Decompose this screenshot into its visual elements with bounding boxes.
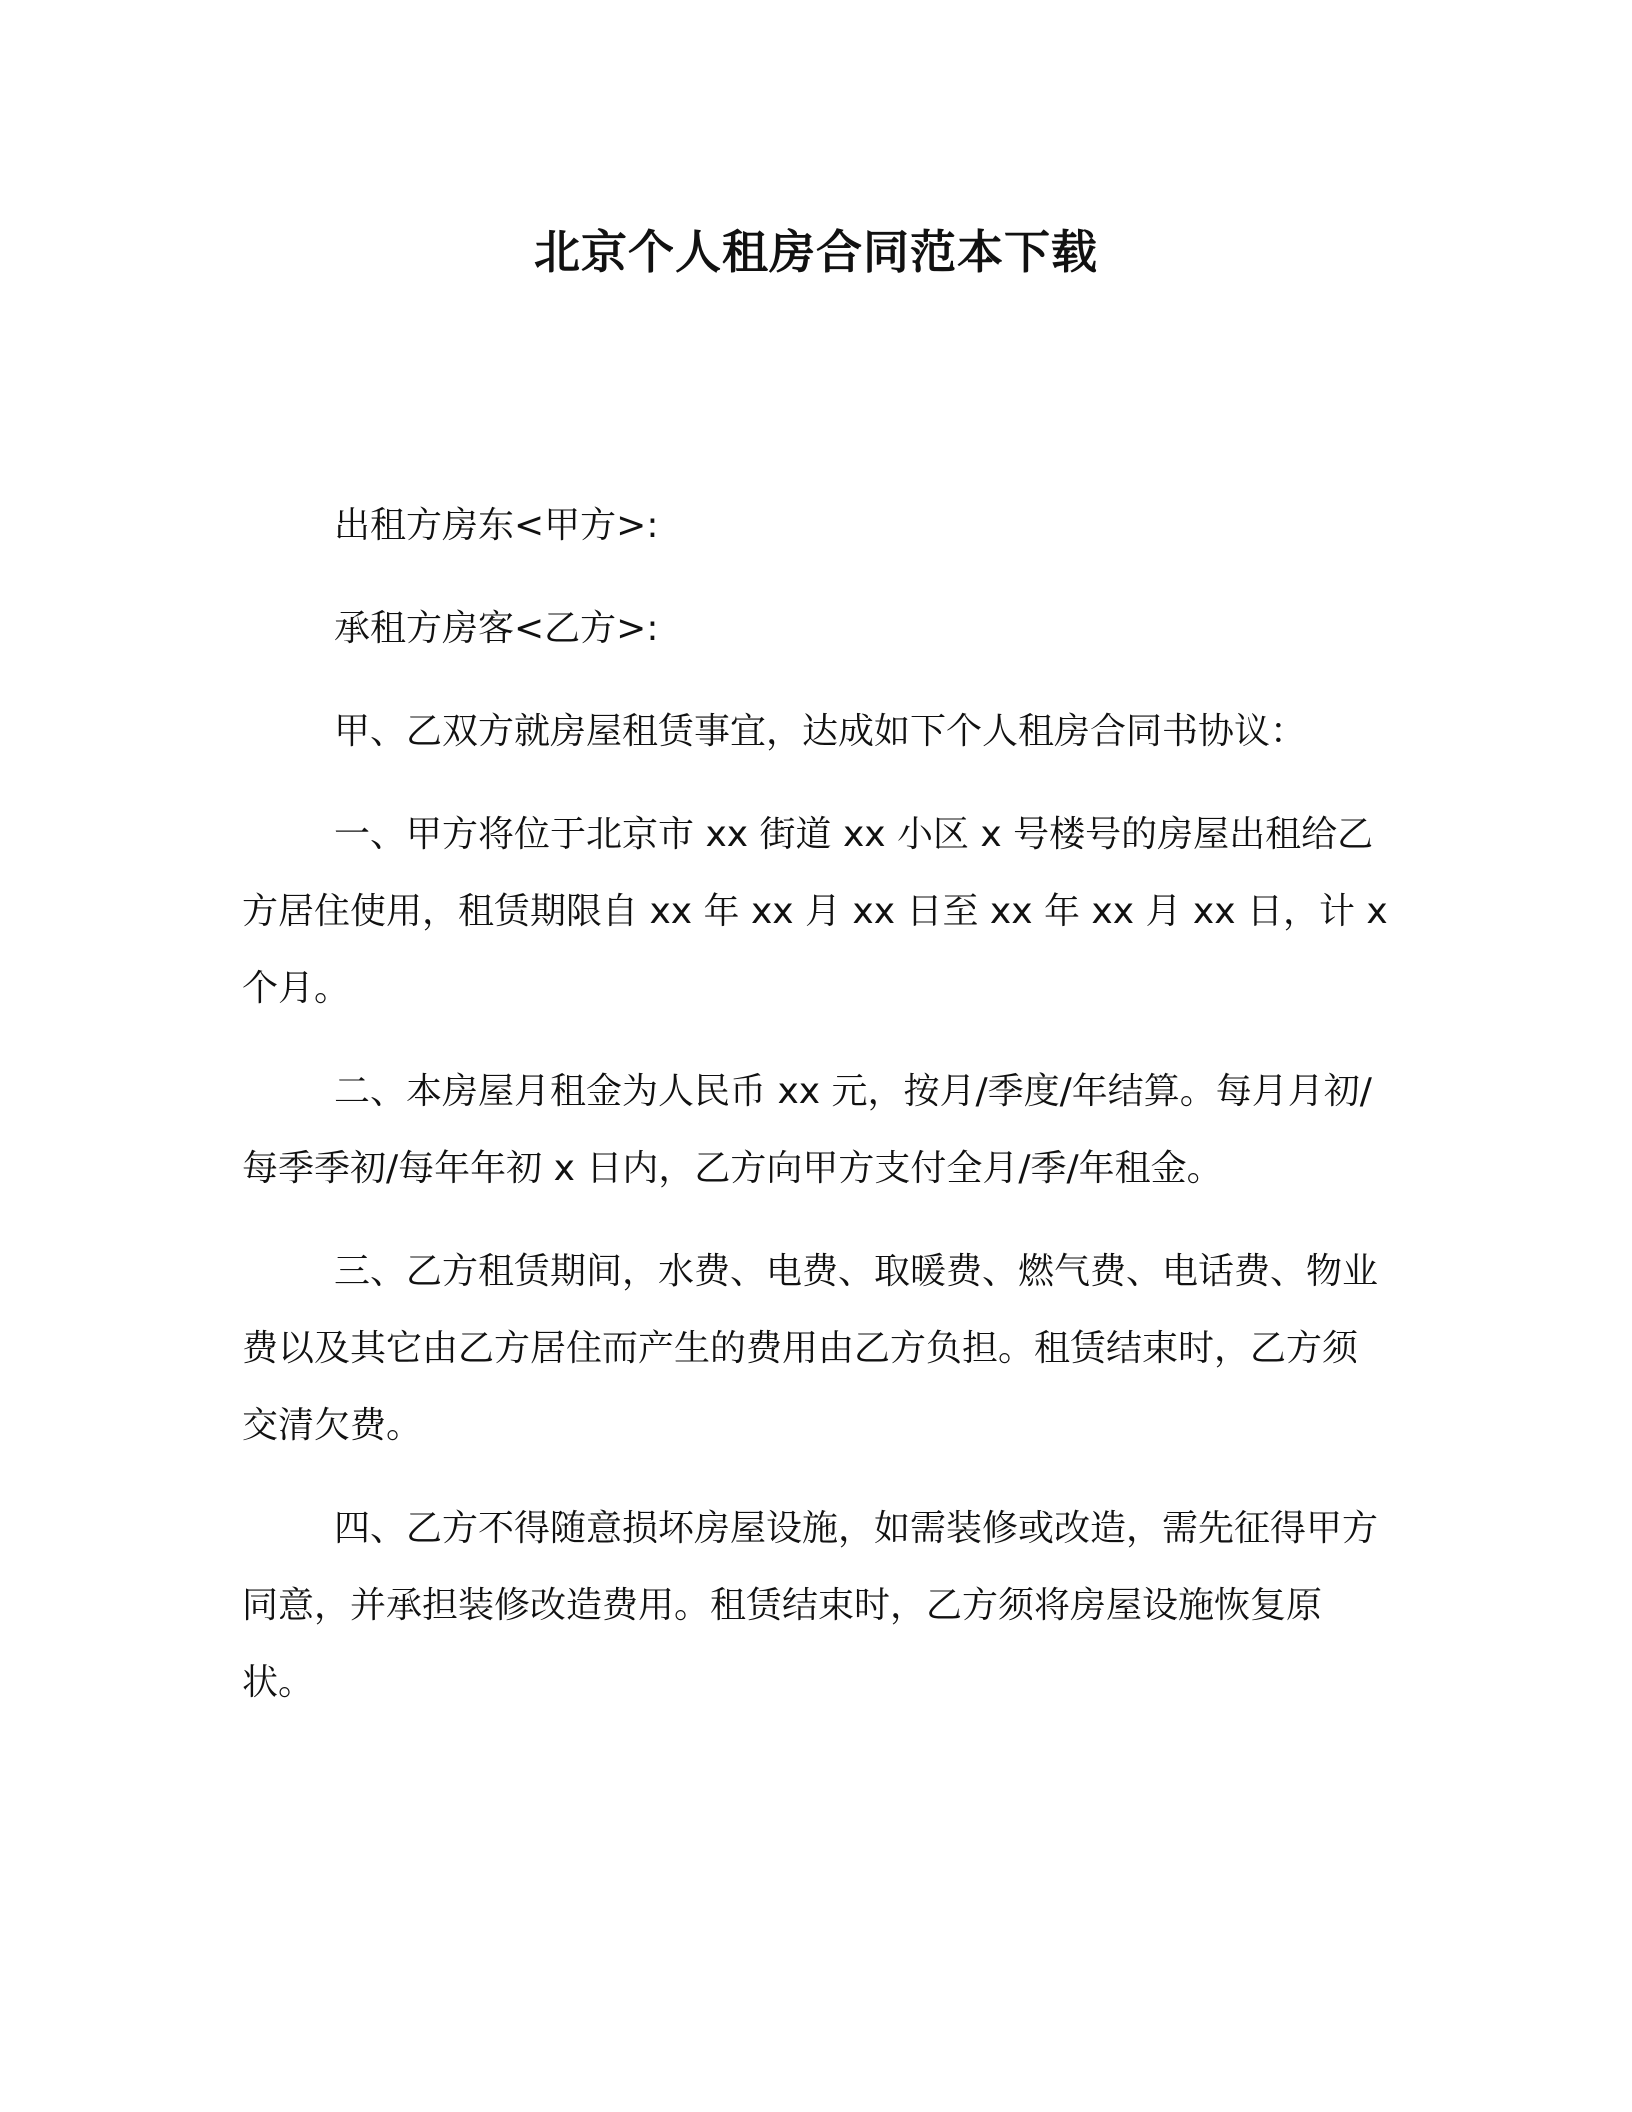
clause-4: 四、乙方不得随意损坏房屋设施，如需装修或改造，需先征得甲方同意，并承担装修改造费用。租赁结束时，乙方须将房屋设施恢复原状。: [242, 1508, 1379, 1703]
clause-3: 三、乙方租赁期间，水费、电费、取暖费、燃气费、电话费、物业费以及其它由乙方居住而产生的费用由乙方负担。租赁结束时，乙方须交清欠费。: [242, 1251, 1379, 1446]
agreement-intro: 甲、乙双方就房屋租赁事宜，达成如下个人租房合同书协议：: [334, 711, 1307, 752]
tenant-line: 承租方房客<乙方>:: [334, 608, 659, 649]
clause-2: 二、本房屋月租金为人民币 xx 元，按月/季度/年结算。每月月初/每季季初/每年年初 x 日内，乙方向甲方支付全月/季/年租金。: [242, 1071, 1372, 1189]
clause-1: 一、甲方将位于北京市 xx 街道 xx 小区 x 号楼号的房屋出租给乙方居住使用，租赁期限自 xx 年 xx 月 xx 日至 xx 年 xx 月 xx 日，计 x 个月。: [242, 814, 1388, 1009]
document-title: 北京个人租房合同范本下载: [534, 225, 1098, 279]
document-body: [242, 487, 1390, 1747]
landlord-line: 出租方房东<甲方>:: [334, 505, 659, 546]
